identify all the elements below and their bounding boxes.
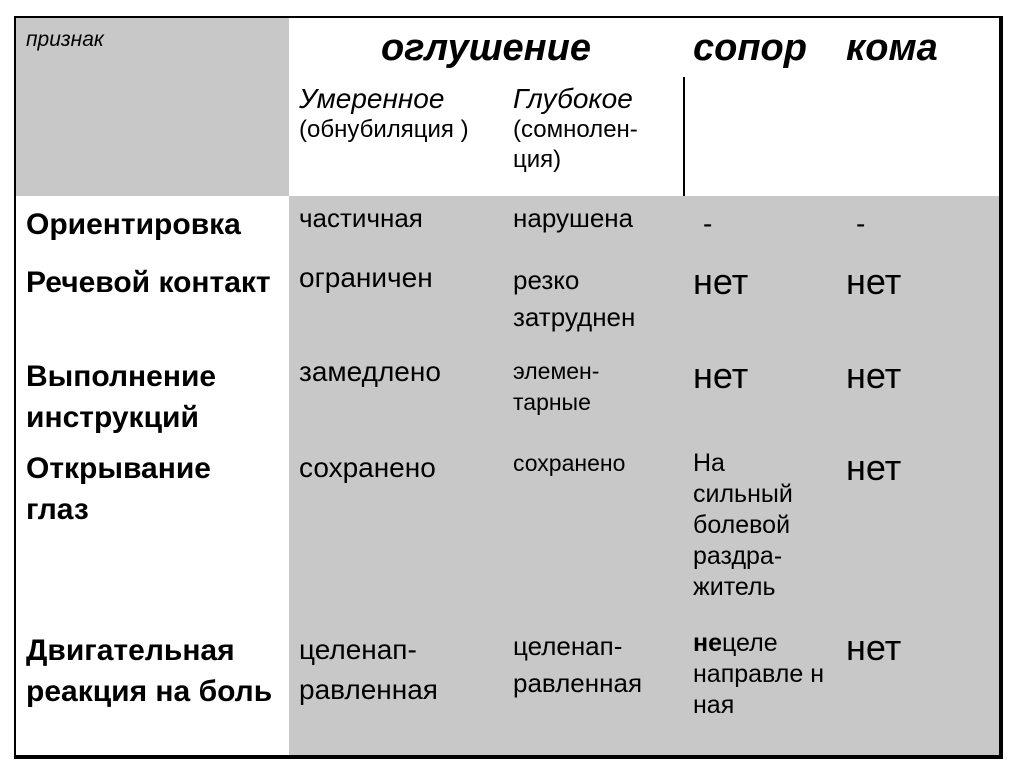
row-label: Ориентировка (26, 208, 241, 241)
value-text: элемен-тарные (513, 358, 600, 415)
header-moderate-note: (обнубиляция ) (299, 116, 469, 143)
value-text: - (856, 208, 866, 239)
table-frame (14, 16, 1003, 759)
value-text: нет (846, 355, 902, 396)
value-text: нет (846, 627, 902, 668)
row-label: Выполнение инструкций (26, 360, 217, 434)
value-text: нет (846, 261, 902, 302)
header-priznak: признак (26, 28, 104, 51)
value-text: сохранено (513, 450, 626, 476)
header-moderate-title: Умеренное (299, 83, 445, 114)
row-label: Двигательная реакция на боль (26, 634, 273, 708)
value-text: нарушена (513, 203, 634, 233)
value-emphasis: не (693, 629, 723, 657)
value-text: целенап-равленная (513, 631, 643, 698)
value-text: - (703, 208, 713, 239)
value-text: частичная (299, 203, 423, 233)
header-stupor: оглушение (381, 27, 591, 69)
value-text: замедлено (299, 356, 441, 387)
value-text: ограничен (299, 262, 433, 293)
value-text: целенап-равленная (299, 634, 438, 705)
value-text: резко затруднен (513, 265, 636, 332)
row-label: Открывание глаз (26, 452, 211, 526)
value-text: нет (846, 447, 902, 488)
header-sopor: сопор (693, 27, 807, 69)
header-coma: кома (846, 27, 938, 69)
value-rest: целе направле н ная (693, 629, 825, 719)
value-text: нет (693, 261, 749, 302)
header-deep-note: (сомнолен-ция) (513, 116, 638, 173)
value-text: сохранено (299, 452, 436, 483)
header-deep-title: Глубокое (513, 83, 633, 114)
value-text: нет (693, 355, 749, 396)
value-text: На сильный болевой раздра-житель (693, 449, 793, 601)
row-label: Речевой контакт (26, 266, 271, 299)
